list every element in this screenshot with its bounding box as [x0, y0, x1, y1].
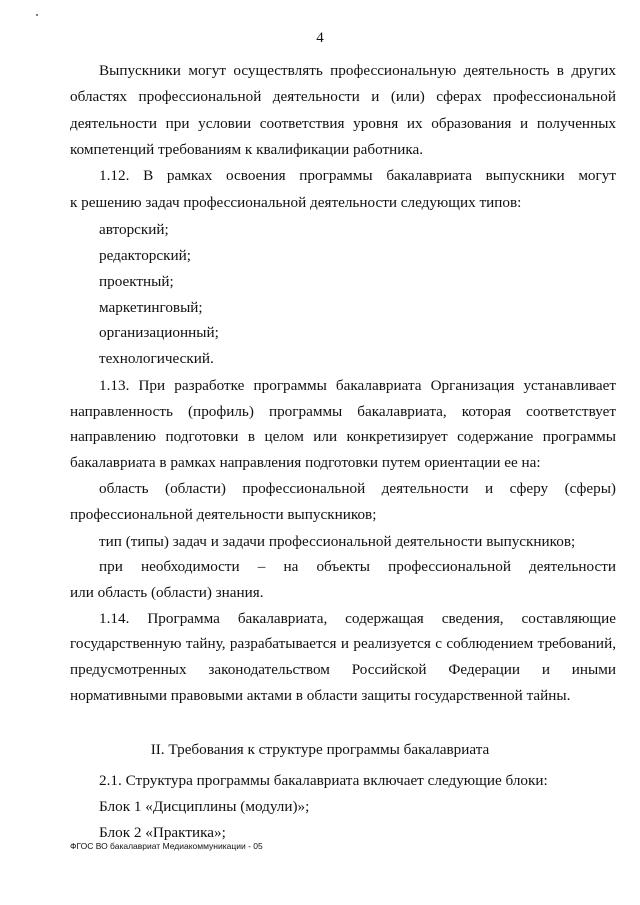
paragraph-line: при необходимости – на объекты профессиональной деятельности	[99, 558, 616, 575]
list-item: технологический.	[99, 350, 214, 367]
paragraph-line: бакалавриата в рамках направления подготовки путем ориентации ее на:	[70, 454, 541, 471]
paragraph-line: 1.14. Программа бакалавриата, содержащая сведения, составляющие	[99, 610, 616, 627]
paragraph-line: тип (типы) задач и задачи профессиональной деятельности выпускников;	[99, 533, 576, 550]
list-item: проектный;	[99, 273, 174, 290]
list-item: Блок 2 «Практика»;	[99, 824, 226, 841]
paragraph-line: профессиональной деятельности выпускников;	[70, 506, 377, 523]
paragraph-line: направлению подготовки в целом или конкретизирует содержание программы	[70, 428, 616, 445]
list-item: авторский;	[99, 221, 169, 238]
page-number: 4	[316, 30, 324, 46]
paragraph-line: или область (области) знания.	[70, 584, 264, 601]
paragraph-line: областях профессиональной деятельности и (или) сферах профессиональной	[70, 88, 616, 105]
paragraph-line: 1.12. В рамках освоения программы бакалавриата выпускники могут	[99, 167, 616, 184]
list-item: организационный;	[99, 324, 219, 341]
paragraph-line: область (области) профессиональной деятельности и сферу (сферы)	[99, 480, 616, 497]
page-footer: ФГОС ВО бакалавриат Медиакоммуникации - 05	[70, 841, 263, 851]
paragraph-line: нормативными правовыми актами в области защиты государственной тайны.	[70, 687, 571, 704]
paragraph-line: предусмотренных законодательством Российской Федерации и иными	[70, 661, 616, 678]
scan-speck	[36, 14, 38, 16]
paragraph-line: направленность (профиль) программы бакалавриата, которая соответствует	[70, 403, 616, 420]
list-item: Блок 1 «Дисциплины (модули)»;	[99, 798, 310, 815]
list-item: редакторский;	[99, 247, 191, 264]
paragraph-line: к решению задач профессиональной деятельности следующих типов:	[70, 194, 522, 211]
paragraph-line: деятельности при условии соответствия уровня их образования и полученных	[70, 115, 616, 132]
paragraph-line: государственную тайну, разрабатывается и реализуется с соблюдением требований,	[70, 635, 616, 652]
section-heading: II. Требования к структуре программы бакалавриата	[150, 741, 490, 758]
list-item: маркетинговый;	[99, 299, 203, 316]
paragraph-line: 1.13. При разработке программы бакалавриата Организация устанавливает	[99, 377, 616, 394]
paragraph-line: 2.1. Структура программы бакалавриата включает следующие блоки:	[99, 772, 548, 789]
paragraph-line: Выпускники могут осуществлять профессиональную деятельность в других	[99, 62, 616, 79]
paragraph-line: компетенций требованиям к квалификации работника.	[70, 141, 424, 158]
